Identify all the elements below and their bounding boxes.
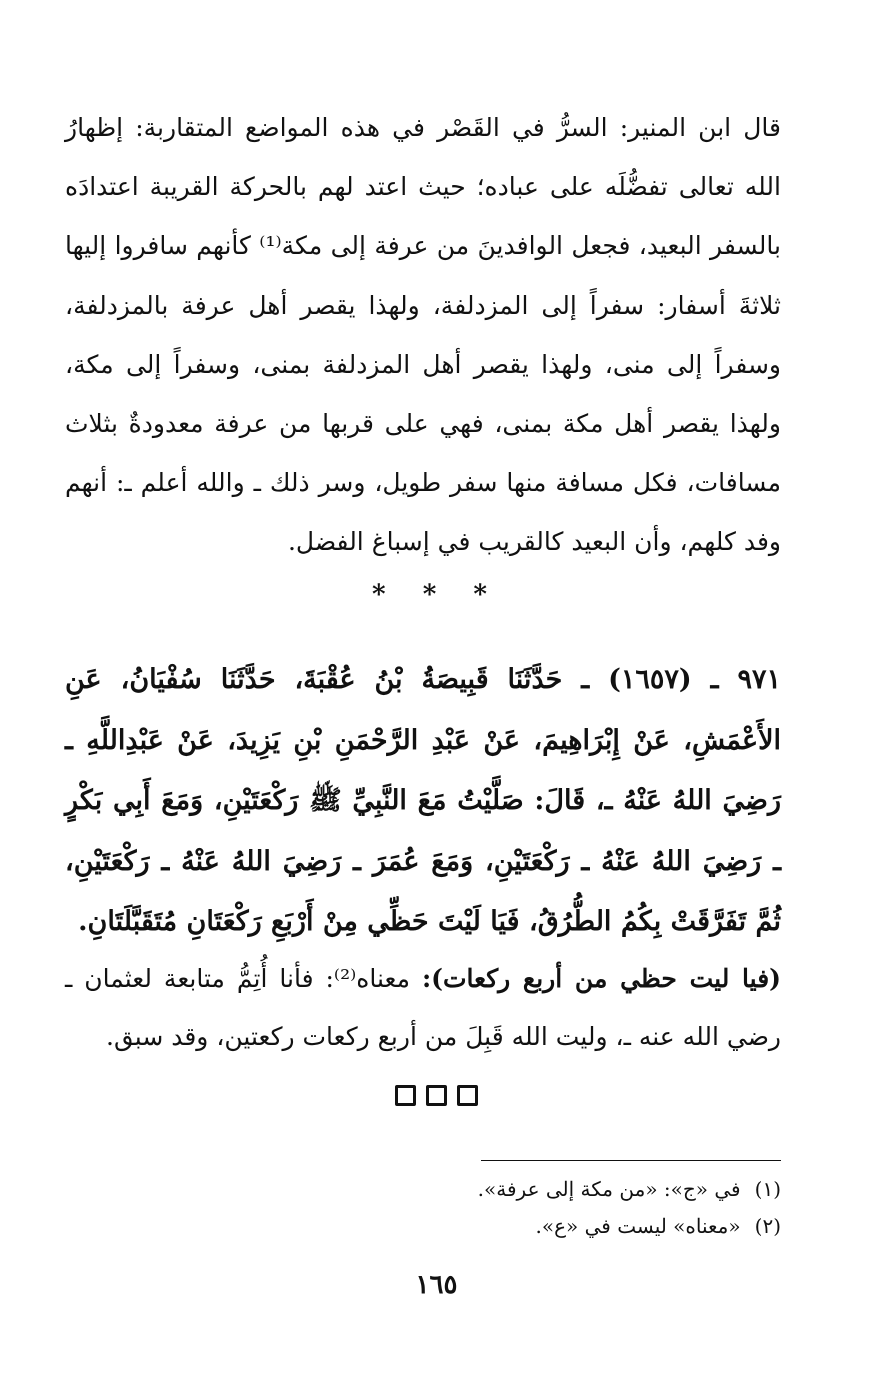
square-ornament-icon [395,1085,416,1106]
commentary-paragraph: قال ابن المنير: السرُّ في القَصْر في هذه المواضع المتقاربة: إظهارُ الله تعالى تفضُّلَه على عباده؛ حيث اعتد لهم بالحركة القريبة اعتدادَه بالسفر البعيد، فجعل الوافدينَ من عرفة إلى مكة⁽¹⁾ كأنهم سافروا إليها ثلاثةَ أسفار: سفراً إلى المزدلفة، ولهذا يقصر أهل عرفة بالمزدلفة، وسفراً إلى منى، ولهذا يقصر أهل المزدلفة بمنى، وسفراً إلى مكة، ولهذا يقصر أهل مكة بمنى، فهي على قربها من عرفة معدودةٌ بثلاث مسافات، فكل مسافة منها سفر طويل، وسر ذلك ـ والله أعلم ـ: أنهم وفد كلهم، وأن البعيد كالقريب في إسباغ الفضل. [65,113,781,557]
footnote-number: (٢) [754,1214,781,1238]
section-separator: * * * [372,580,501,610]
footnote-number: (١) [754,1177,781,1201]
footnote-text: في «ج»: «من مكة إلى عرفة». [477,1177,741,1201]
hadith-explanation [65,950,781,1066]
square-ornament-icon [426,1085,447,1106]
explanation-lead: (فيا ليت حظي من أربع ركعات): [421,964,781,993]
footnote-divider [481,1160,781,1161]
end-ornament [0,1085,873,1106]
footnote-text: «معناه» ليست في «ع». [535,1214,741,1238]
footnote [65,1211,781,1241]
explanation-body: معناه⁽²⁾: فأنا أُتِمُّ متابعة لعثمان ـ رضي الله عنه ـ، وليت الله قَبِلَ من أربع ركعات ركعتين، وقد سبق. [65,964,781,1051]
square-ornament-icon [457,1085,478,1106]
page-number: ١٦٥ [415,1270,458,1300]
hadith-text: ٩٧١ ـ (١٦٥٧) ـ حَدَّثَنَا قَبِيصَةُ بْنُ عُقْبَةَ، حَدَّثَنَا سُفْيَانُ، عَنِ الأَعْمَشِ، عَنْ إِبْرَاهِيمَ، عَنْ عَبْدِ الرَّحْمَنِ بْنِ يَزِيدَ، عَنْ عَبْدِاللَّهِ ـ رَضِيَ اللهُ عَنْهُ ـ، قَالَ: صَلَّيْتُ مَعَ النَّبِيِّ ﷺ رَكْعَتَيْنِ، وَمَعَ أَبِي بَكْرٍ ـ رَضِيَ اللهُ عَنْهُ ـ رَكْعَتَيْنِ، وَمَعَ عُمَرَ ـ رَضِيَ اللهُ عَنْهُ ـ رَكْعَتَيْنِ، ثُمَّ تَفَرَّقَتْ بِكُمُ الطُّرُقُ، فَيَا لَيْتَ حَظِّي مِنْ أَرْبَعِ رَكْعَتَانِ مُتَقَبَّلَتَانِ. [65,664,781,937]
footnote [65,1174,781,1204]
